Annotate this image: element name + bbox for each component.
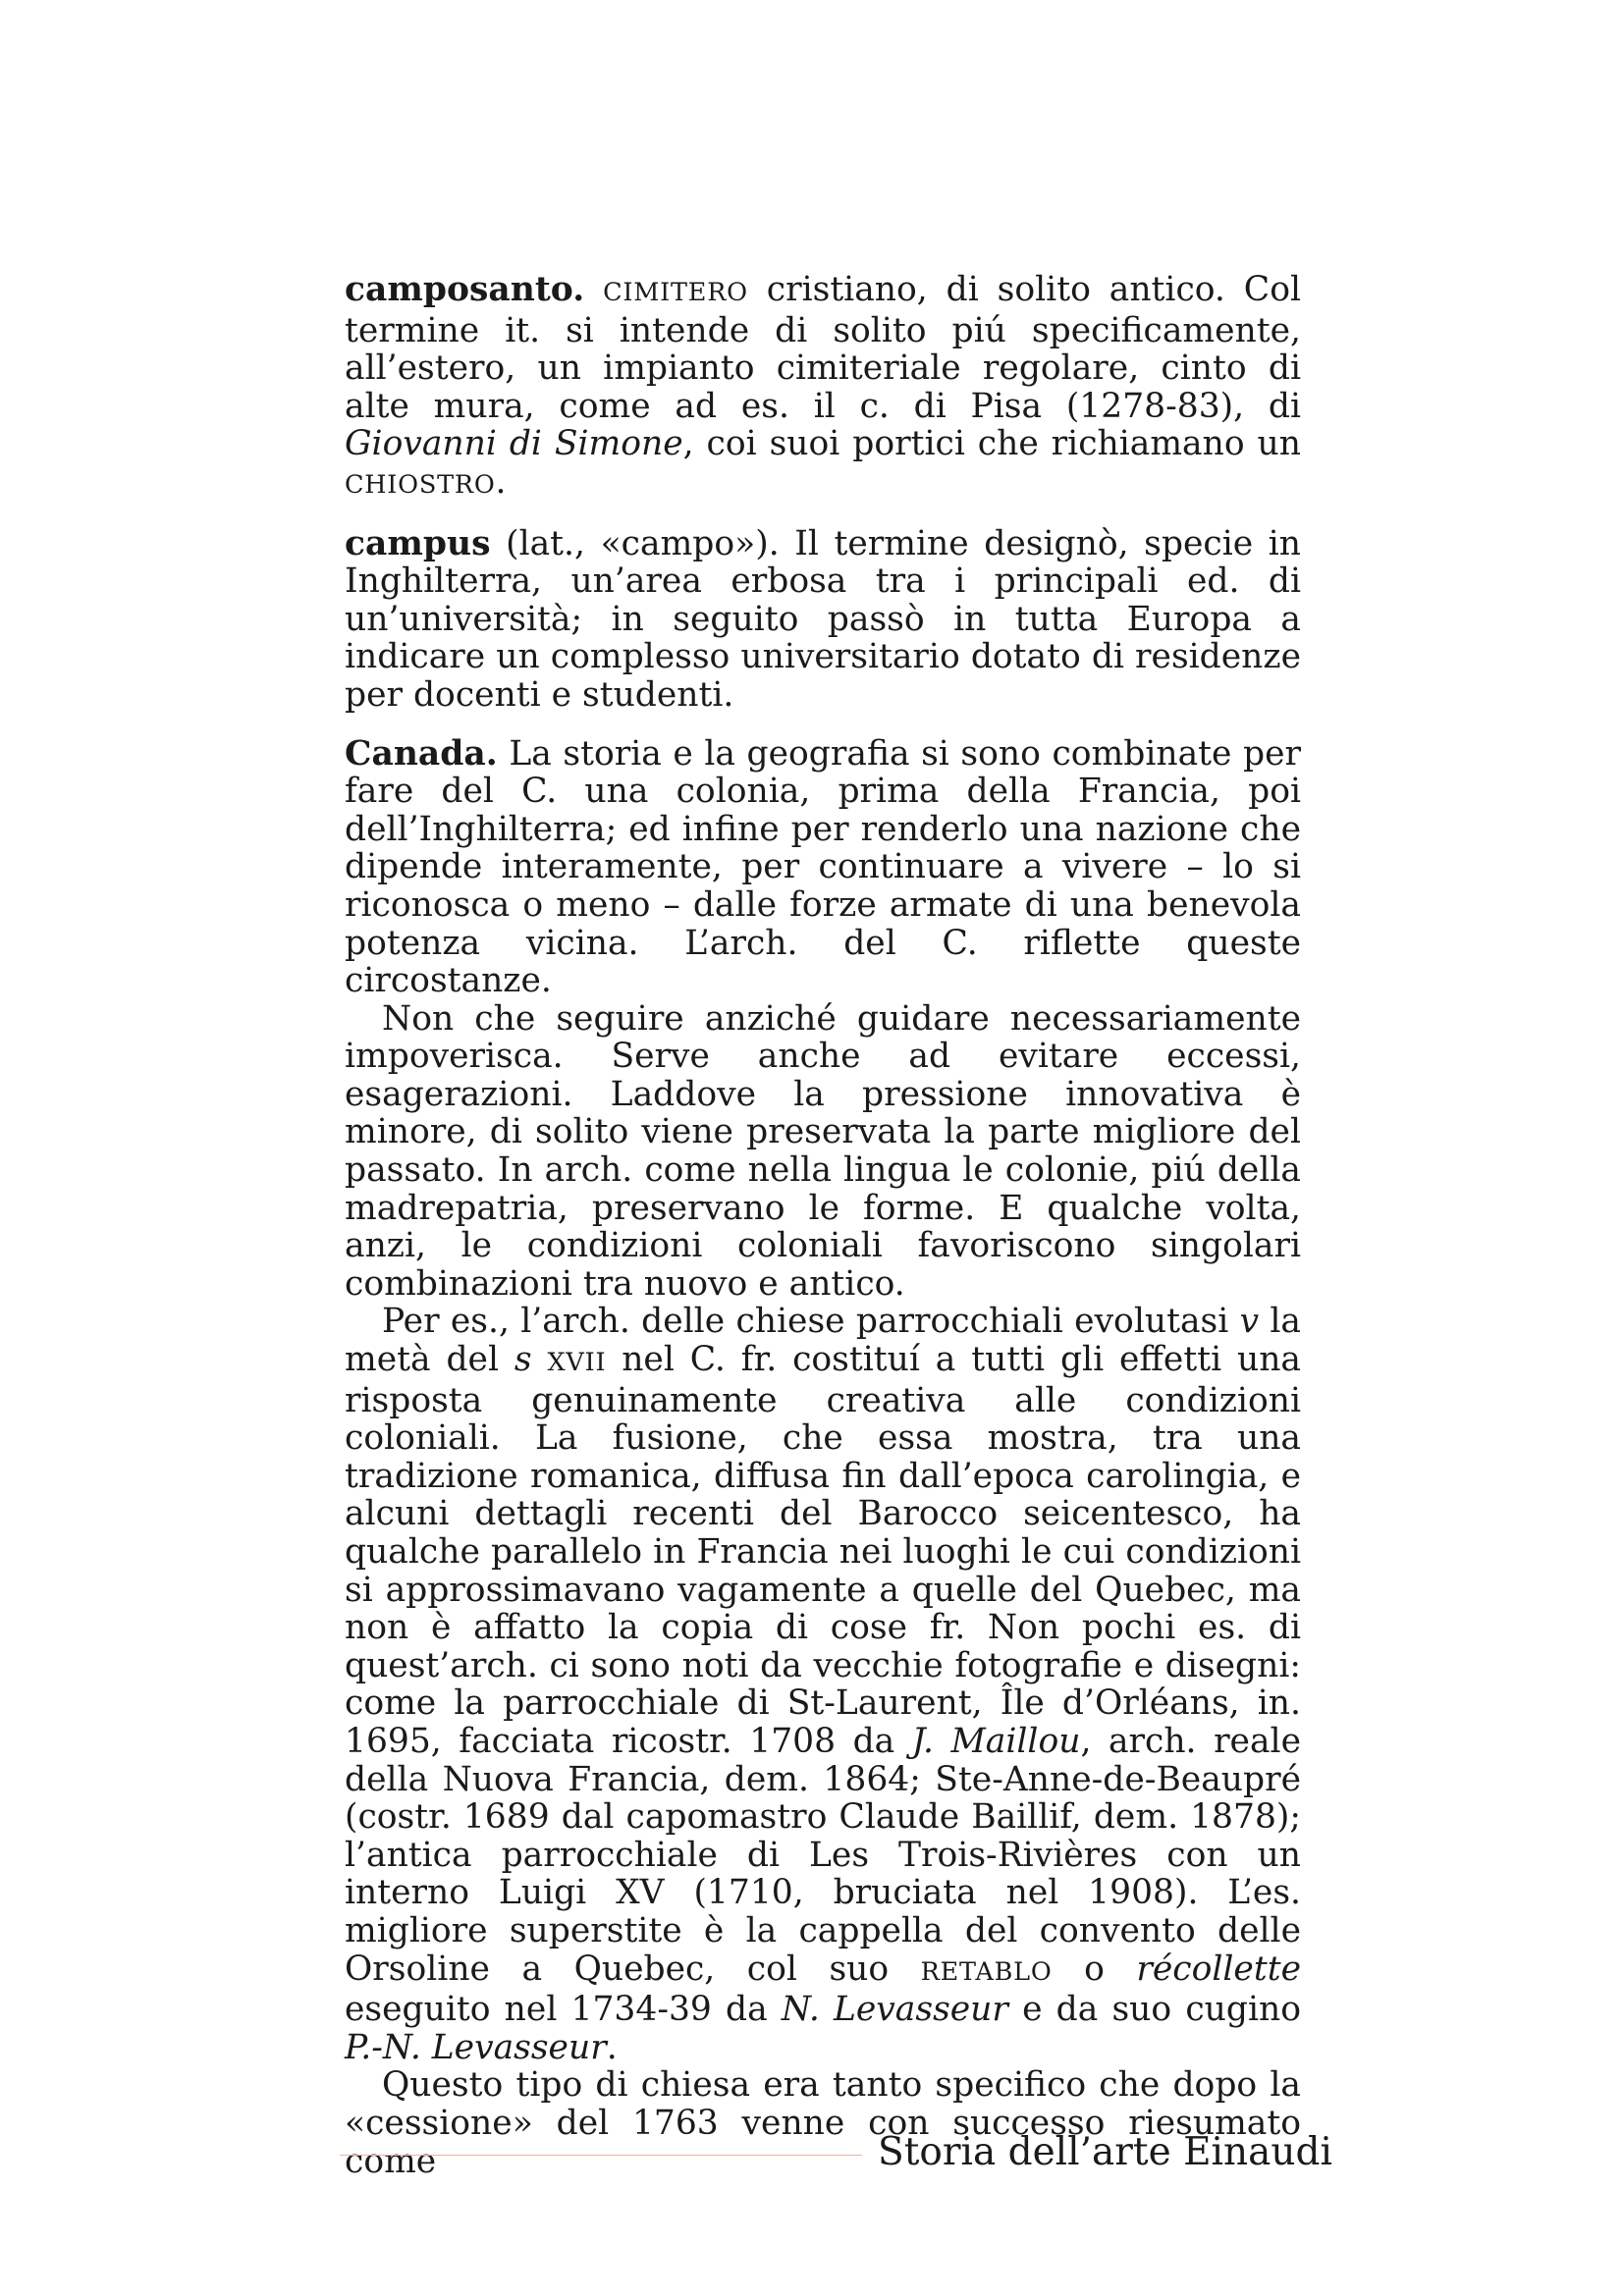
entry-paragraph: [345, 1303, 1301, 2066]
entry-headword: campus: [345, 523, 491, 563]
body-text: o: [1052, 1949, 1137, 1989]
entry-headword: Canada.: [345, 733, 498, 774]
italic-text: v: [1239, 1302, 1260, 1342]
body-text: (lat., «campo»). Il termine designò, specie in Inghilterra, un’area erbosa tra i principali ed. di un’università; in seguito passò in tutta Europa a indicare un complesso universitario dotato di residenze per docenti e studenti.: [345, 523, 1301, 715]
italic-text: récollette: [1136, 1949, 1301, 1989]
entry-paragraph: [345, 735, 1301, 1000]
body-text: eseguito nel 1734-39 da: [345, 1990, 782, 2030]
italic-text: N. Levasseur: [781, 1990, 1008, 2030]
cross-reference: XVII: [547, 1348, 607, 1378]
italic-text: J. Maillou: [911, 1721, 1081, 1761]
entry-paragraph: [345, 271, 1301, 505]
footer-rule: [340, 2155, 862, 2156]
body-text: [532, 1340, 548, 1379]
dictionary-entry: [345, 735, 1301, 2181]
italic-text: s: [514, 1340, 532, 1380]
dictionary-entry: [345, 525, 1301, 715]
italic-text: P.-N. Levasseur: [345, 2027, 607, 2067]
entry-headword: camposanto.: [345, 270, 585, 309]
body-text: e da suo cugino: [1007, 1990, 1301, 2030]
cross-reference: CIMITERO: [603, 278, 748, 307]
body-text: cristiano, di solito antico. Col termine it. si intende di solito piú specificamente, all’estero, un impianto cimiteriale regolare, cinto di alte mura, come ad es. il c. di Pisa (1278-83), di: [345, 270, 1302, 426]
body-text: , arch. reale della Nuova Francia, dem. 1864; Ste-Anne-de-Beaupré (costr. 1689 dal capomastro Claude Baillif, dem. 1878); l’antica parrocchiale di Les Trois-Rivières con un interno Luigi XV (1710, bruciata nel 1908). L’es. migliore superstite è la cappella del convento delle Orsoline a Quebec, col suo: [345, 1721, 1301, 1989]
italic-text: Giovanni di Simone: [345, 424, 683, 464]
body-text: .: [606, 2027, 618, 2067]
footer-title: Storia dell’arte Einaudi: [878, 2130, 1332, 2174]
cross-reference: RETABLO: [920, 1956, 1053, 1987]
body-text: Per es., l’arch. delle chiese parrocchiali evolutasi: [382, 1302, 1240, 1342]
page-text: [345, 271, 1301, 2201]
body-text: Questo tipo di chiesa era tanto specifico che dopo la «cessione» del 1763 venne con successo riesumato come: [345, 2065, 1301, 2181]
dictionary-entry: [345, 271, 1301, 505]
body-text: .: [495, 461, 507, 502]
body-text: la metà del: [345, 1302, 1301, 1380]
body-text: , coi suoi portici che richiamano un: [682, 424, 1301, 464]
entry-paragraph: [345, 1000, 1301, 1304]
body-text: Non che seguire anziché guidare necessariamente impoverisca. Serve anche ad evitare eccessi, esagerazioni. Laddove la pressione innovativa è minore, di solito viene preservata la parte migliore del passato. In arch. come nella lingua le colonie, piú della madrepatria, preservano le forme. E qualche volta, anzi, le condizioni coloniali favoriscono singolari combinazioni tra nuovo e antico.: [345, 998, 1301, 1304]
body-text: nel C. fr. costituí a tutti gli effetti una risposta genuinamente creativa alle condizioni coloniali. La fusione, che essa mostra, tra una tradizione romanica, diffusa fin dall’epoca carolingia, e alcuni dettagli recenti del Barocco seicentesco, ha qualche parallelo in Francia nei luoghi le cui condizioni si approssimavano vagamente a quelle del Quebec, ma non è affatto la copia di cose fr. Non pochi es. di quest’arch. ci sono noti da vecchie fotografie e disegni: come la parrocchiale di St-Laurent, Île d’Orléans, in. 1695, facciata ricostr. 1708 da: [345, 1340, 1301, 1761]
body-text: La storia e la geografia si sono combinate per fare del C. una colonia, prima della Francia, poi dell’Inghilterra; ed infine per renderlo una nazione che dipende interamente, per continuare a vivere – lo si riconosca o meno – dalle forze armate di una benevola potenza vicina. L’arch. del C. riflette queste circostanze.: [345, 733, 1302, 1001]
entry-paragraph: [345, 525, 1301, 715]
cross-reference: CHIOSTRO: [345, 469, 496, 500]
